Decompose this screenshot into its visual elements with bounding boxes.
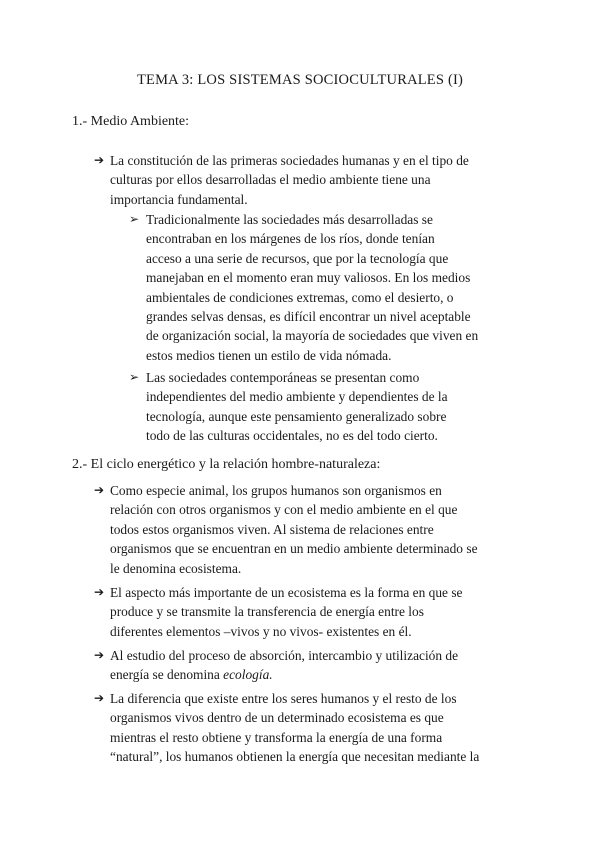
text-line: Al estudio del proceso de absorción, intercambio y utilización de — [110, 648, 459, 663]
text-line: acceso a una serie de recursos, que por la tecnología que — [146, 250, 449, 266]
text-line: Las sociedades contemporáneas se presentan como — [146, 370, 420, 385]
text-line: relación con otros organismos y con el medio ambiente en el que — [110, 502, 458, 518]
text-line: encontraban en los márgenes de los ríos, donde tenían — [146, 231, 435, 247]
section-heading-medio-ambiente: 1.- Medio Ambiente: — [72, 114, 190, 129]
text-line: La constitución de las primeras sociedades humanas y en el tipo de — [110, 153, 469, 168]
text-line: todo de las culturas occidentales, no es del todo cierto. — [146, 428, 438, 444]
text-line: diferentes elementos –vivos y no vivos- existentes en él. — [110, 623, 412, 639]
text-line: le denomina ecosistema. — [110, 560, 242, 576]
text-line — [110, 665, 534, 684]
text-line: estos medios tienen un estilo de vida nómada. — [146, 347, 392, 363]
text-line: produce y se transmite la transferencia de energía entre los — [110, 604, 424, 620]
text-line: todos estos organismos viven. Al sistema de relaciones entre — [110, 521, 434, 537]
text-line: manejaban en el momento eran muy valiosos. En los medios — [146, 270, 471, 286]
text-line: importancia fundamental. — [110, 191, 248, 207]
arrow-bullet-icon: ➔ — [94, 648, 105, 662]
text-line: ambientales de condiciones extremas, como el desierto, o — [146, 289, 454, 305]
text-line: de organización social, la mayoría de sociedades que viven en — [146, 328, 479, 344]
text-line: mientras el resto obtiene y transforma la energía de una forma — [110, 729, 443, 745]
text-line: “natural”, los humanos obtienen la energía que necesitan mediante la — [110, 749, 480, 765]
triangle-bullet-icon: ➢ — [129, 212, 140, 226]
arrow-bullet-icon: ➔ — [94, 585, 105, 599]
bullet-item — [94, 151, 534, 209]
section-heading-ciclo-energetico: 2.- El ciclo energético y la relación hombre-naturaleza: — [72, 457, 381, 472]
triangle-bullet-icon: ➢ — [129, 370, 140, 384]
text-line: grandes selvas densas, es difícil encontrar un nivel aceptable — [146, 309, 471, 325]
text-line: Como especie animal, los grupos humanos son organismos en — [110, 483, 442, 498]
text-line: La diferencia que existe entre los seres humanos y el resto de los — [110, 691, 457, 706]
bullet-item — [94, 646, 534, 685]
bullet-item — [94, 583, 534, 641]
bullet-item — [94, 481, 534, 578]
text-line: independientes del medio ambiente y dependientes de la — [146, 389, 448, 405]
text-line: organismos vivos dentro de un determinado ecosistema es que — [110, 710, 444, 726]
text-line: culturas por ellos desarrolladas el medio ambiente tiene una — [110, 172, 431, 188]
text-line: organismos que se encuentran en un medio ambiente determinado se — [110, 541, 478, 557]
arrow-bullet-icon: ➔ — [94, 691, 105, 705]
sub-bullet-item — [129, 368, 529, 446]
emphasis-term-ecologia: ecología. — [223, 667, 273, 683]
arrow-bullet-icon: ➔ — [94, 153, 105, 167]
page-title: TEMA 3: LOS SISTEMAS SOCIOCULTURALES (I) — [136, 72, 464, 88]
text-line-prefix: energía se denomina — [110, 667, 224, 683]
bullet-item — [94, 689, 534, 767]
text-line: Tradicionalmente las sociedades más desarrolladas se — [146, 212, 433, 227]
arrow-bullet-icon: ➔ — [94, 483, 105, 497]
sub-bullet-item — [129, 210, 529, 365]
text-line: El aspecto más importante de un ecosistema es la forma en que se — [110, 585, 463, 600]
text-line: tecnología, aunque este pensamiento generalizado sobre — [146, 408, 447, 424]
